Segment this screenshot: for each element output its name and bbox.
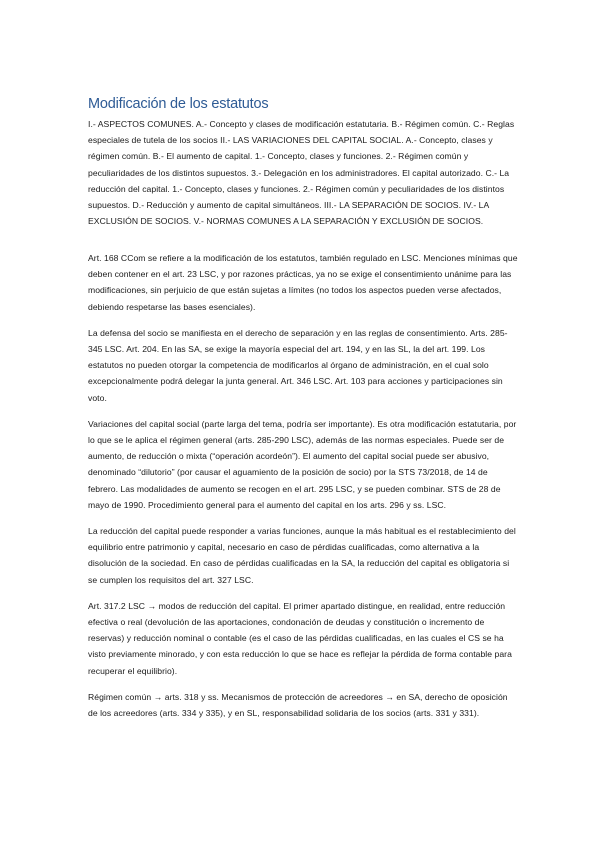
paragraph: La reducción del capital puede responder a varias funciones, aunque la más habitual es el restablecimiento del equilibrio entre patrimonio y capital, necesario en caso de pérdidas cualificadas, como alternativa a la disolución de la sociedad. En caso de pérdidas cualificadas en la SA, la reducción del capital es obligatoria si se cumplen los requisitos del art. 327 LSC.	[88, 526, 516, 585]
table-of-contents: I.- ASPECTOS COMUNES. A.- Concepto y clases de modificación estatutaria. B.- Régimen común. C.- Reglas especiales de tutela de los socios II.- LAS VARIACIONES DEL CAPITAL SOCIAL. A.- Concepto, clases y régimen común. B.- El aumento de capital. 1.- Concepto, clases y funciones. 2.- Régimen común y peculiaridades de los distintos supuestos. 3.- Delegación en los administradores. El capital autorizado. C.- La reducción del capital. 1.- Concepto, clases y funciones. 2.- Régimen común y peculiaridades de los distintos supuestos. D.- Reducción y aumento de capital simultáneos. III.- LA SEPARACIÓN DE SOCIOS. IV.- LA EXCLUSIÓN DE SOCIOS. V.- NORMAS COMUNES A LA SEPARACIÓN Y EXCLUSIÓN DE SOCIOS.	[88, 119, 515, 227]
document-body	[88, 250, 518, 731]
paragraph: Art. 317.2 LSC → modos de reducción del capital. El primer apartado distingue, en realidad, entre reducción efectiva o real (devolución de las aportaciones, condonación de deudas y constitución o incremento de reservas) y reducción nominal o contable (es el caso de las pérdidas cualificadas, en las cuales el CS se ha visto previamente minorado, y con esta reducción lo que se hace es reflejar la pérdida de forma contable para recuperar el equilibrio).	[88, 600, 512, 676]
paragraph: Art. 168 CCom se refiere a la modificación de los estatutos, también regulado en LSC. Menciones mínimas que deben contener en el art. 23 LSC, y por razones prácticas, ya no se exige el consentimiento unánime para las modificaciones, sin perjuicio de que están sujetas a límites (no todos los aspectos pueden verse afectados, debiendo respetarse las bases esenciales).	[88, 253, 518, 312]
paragraph: Variaciones del capital social (parte larga del tema, podría ser importante). Es otra modificación estatutaria, por lo que se le aplica el régimen general (arts. 285-290 LSC), además de las normas especiales. Puede ser de aumento, de reducción o mixta (“operación acordeón”). El aumento del capital social puede ser abusivo, denominado “dilutorio” (por causar el aguamiento de la posición de socio) por la STS 73/2018, de 14 de febrero. Las modalidades de aumento se recogen en el art. 295 LSC, y se pueden combinar. STS de 28 de mayo de 1990. Procedimiento general para el aumento del capital en los arts. 296 y ss. LSC.	[88, 418, 517, 510]
paragraph: Régimen común → arts. 318 y ss. Mecanismos de protección de acreedores → en SA, derecho de oposición de los acreedores (arts. 334 y 335), y en SL, responsabilidad solidaria de los socios (arts. 331 y 331).	[88, 691, 508, 719]
paragraph: La defensa del socio se manifiesta en el derecho de separación y en las reglas de consentimiento. Arts. 285-345 LSC. Art. 204. En las SA, se exige la mayoría especial del art. 194, y en las SL, la del art. 199. Los estatutos no pueden otorgar la competencia de modificarlos al órgano de administración, en el cual solo excepcionalmente podrá delegar la junta general. Art. 346 LSC. Art. 103 para acciones y participaciones sin voto.	[88, 327, 508, 403]
document-title: Modificación de los estatutos	[88, 96, 269, 112]
